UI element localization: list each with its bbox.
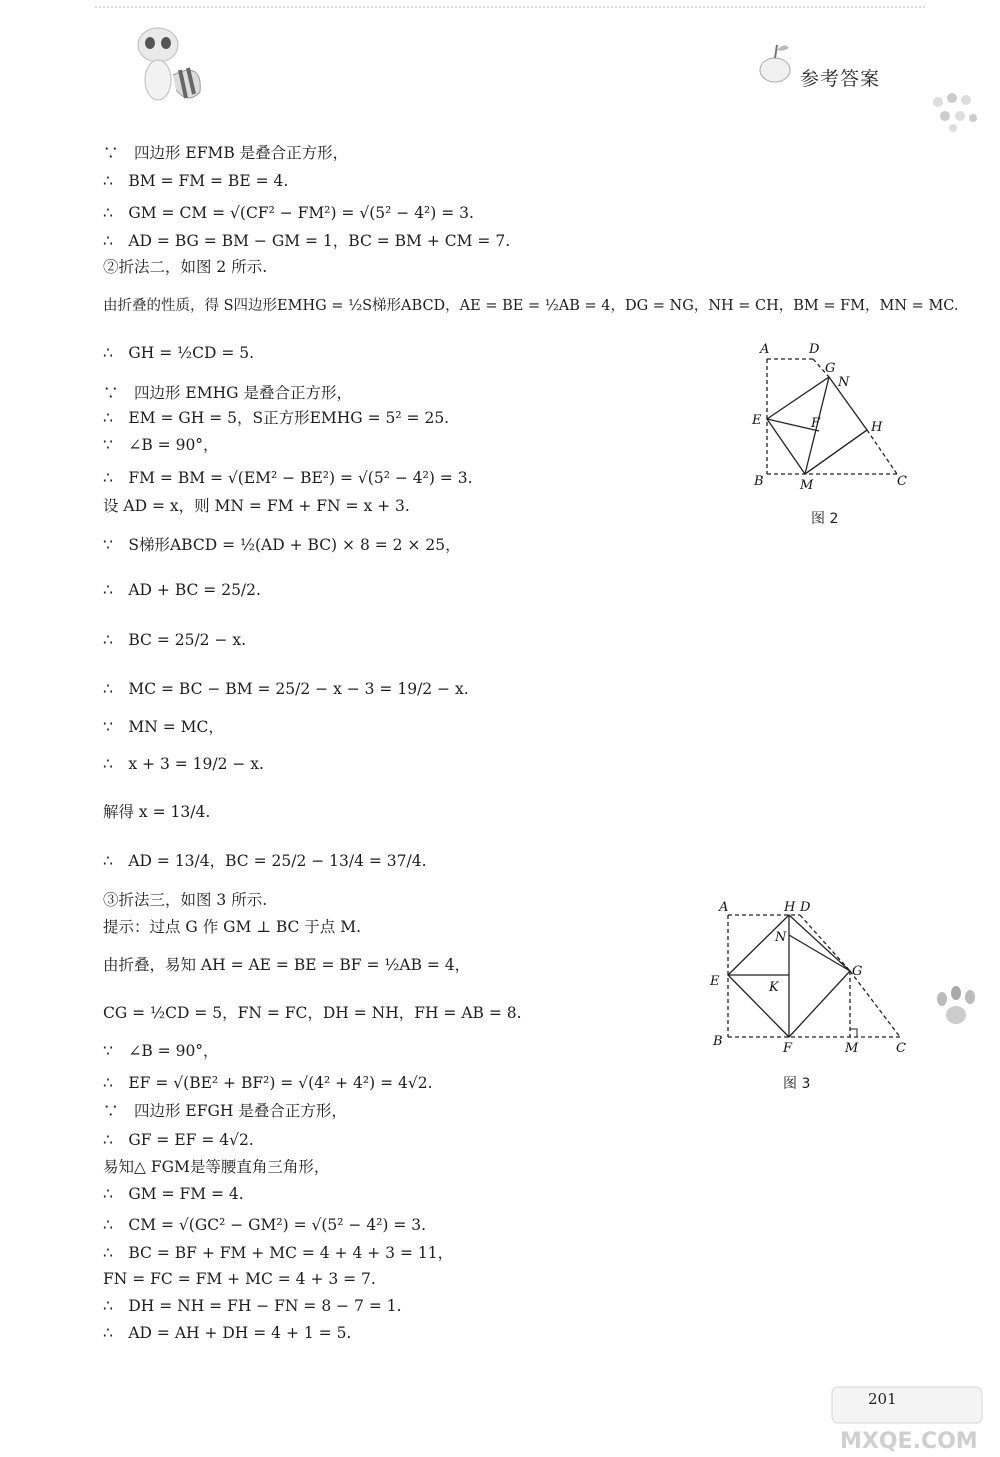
solution-line: ∴ AD + BC = 25/2. [103, 581, 261, 599]
solution-line: ∴ AD = AH + DH = 4 + 1 = 5. [103, 1324, 352, 1342]
solution-line: ∴ GM = FM = 4. [103, 1185, 244, 1203]
solution-line: ∴ x + 3 = 19/2 − x. [103, 755, 264, 773]
raccoon-illustration [128, 20, 213, 110]
solution-line: ∴ BC = BF + FM + MC = 4 + 4 + 3 = 11， [103, 1244, 454, 1262]
solution-line: ∵ 四边形 EFGH 是叠合正方形， [103, 1102, 347, 1120]
solution-line: ∵ 四边形 EFMB 是叠合正方形， [103, 144, 349, 162]
watermark-logo [820, 1385, 990, 1455]
label-g: G [852, 964, 863, 979]
solution-line: ∴ EM = GH = 5，S正方形EMHG = 5² = 25. [103, 409, 450, 427]
label-a: A [760, 342, 770, 357]
solution-line: ∴ DH = NH = FH − FN = 8 − 7 = 1. [103, 1297, 402, 1315]
solution-line: ∵ MN = MC， [103, 718, 224, 736]
solution-line: ∴ MC = BC − BM = 25/2 − x − 3 = 19/2 − x. [103, 680, 469, 698]
solution-line: ∴ AD = 13/4，BC = 25/2 − 13/4 = 37/4. [103, 852, 427, 870]
figure-2-caption: 图 2 [811, 511, 839, 527]
label-a: A [719, 900, 729, 915]
apple-icon [755, 40, 795, 85]
label-c: C [896, 1041, 906, 1056]
label-m: M [800, 478, 814, 493]
label-b: B [754, 474, 764, 489]
solution-line: ∵ 四边形 EMHG 是叠合正方形， [103, 384, 352, 402]
solution-line: ∴ FM = BM = √(EM² − BE²) = √(5² − 4²) = 3. [103, 469, 473, 487]
label-m: M [845, 1041, 859, 1056]
dots-decoration-icon [928, 90, 983, 135]
paw-decoration-icon [930, 985, 985, 1030]
solution-line: ∵ ∠B = 90°， [103, 436, 219, 454]
solution-line: ∴ GH = ½CD = 5. [103, 344, 255, 362]
solution-line: ∴ BC = 25/2 − x. [103, 631, 247, 649]
solution-line: ②折法二，如图 2 所示. [103, 258, 268, 276]
solution-line: CG = ½CD = 5，FN = FC，DH = NH，FH = AB = 8. [103, 1004, 522, 1022]
solution-line: ∴ GF = EF = 4√2. [103, 1131, 254, 1149]
label-e: E [710, 974, 720, 989]
label-f: F [783, 1041, 793, 1056]
solution-line: ∵ S梯形ABCD = ½(AD + BC) × 8 = 2 × 25， [103, 536, 461, 554]
label-d: D [809, 342, 820, 357]
figure-2-diagram [745, 335, 920, 495]
solution-line: ∴ CM = √(GC² − GM²) = √(5² − 4²) = 3. [103, 1216, 427, 1234]
solution-line: 由折叠，易知 AH = AE = BE = BF = ½AB = 4， [103, 956, 471, 974]
solution-line: ∴ BM = FM = BE = 4. [103, 172, 289, 190]
solution-line: FN = FC = FM + MC = 4 + 3 = 7. [103, 1270, 376, 1288]
label-k: K [769, 980, 779, 995]
solution-line: 提示：过点 G 作 GM ⊥ BC 于点 M. [103, 918, 362, 936]
label-d: D [800, 900, 811, 915]
solution-line: 设 AD = x，则 MN = FM + FN = x + 3. [103, 497, 410, 515]
solution-line: 易知△ FGM是等腰直角三角形， [103, 1158, 330, 1176]
label-e: E [752, 413, 762, 428]
solution-line: ∵ ∠B = 90°， [103, 1042, 219, 1060]
watermark-text: MXQE.COM [840, 1429, 978, 1454]
solution-line: ③折法三，如图 3 所示. [103, 891, 268, 909]
top-dotted-rule [95, 6, 925, 8]
label-c: C [897, 474, 907, 489]
figure-3-diagram [705, 895, 910, 1060]
label-b: B [713, 1034, 723, 1049]
label-g: G [825, 361, 836, 376]
label-n: N [775, 930, 787, 945]
label-h: H [871, 420, 883, 435]
label-f: F [811, 416, 821, 431]
solution-line: 由折叠的性质，得 S四边形EMHG = ½S梯形ABCD，AE = BE = ½AB = 4，DG = NG，NH = CH，BM = FM，MN = MC. [103, 298, 959, 314]
page-number: 201 [868, 1390, 897, 1408]
label-h: H [784, 900, 796, 915]
page-header-title: 参考答案 [800, 68, 881, 90]
label-n: N [838, 375, 850, 390]
solution-line: ∴ AD = BG = BM − GM = 1，BC = BM + CM = 7. [103, 232, 511, 250]
solution-line: ∴ GM = CM = √(CF² − FM²) = √(5² − 4²) = 3. [103, 204, 474, 222]
solution-line: 解得 x = 13/4. [103, 803, 211, 821]
solution-line: ∴ EF = √(BE² + BF²) = √(4² + 4²) = 4√2. [103, 1074, 433, 1092]
figure-3-caption: 图 3 [783, 1076, 811, 1092]
